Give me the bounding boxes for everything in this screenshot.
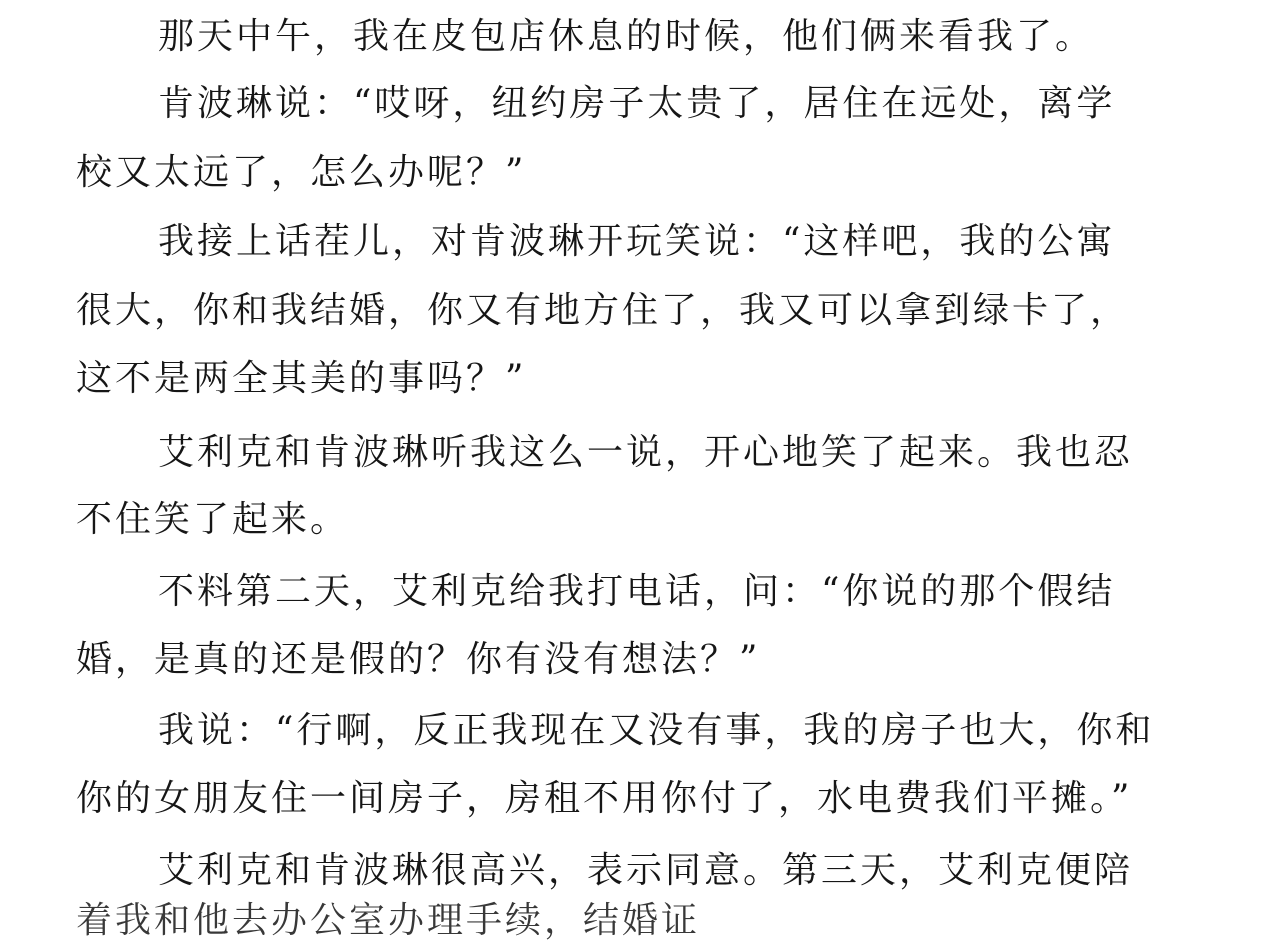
text-line-6: 这不是两全其美的事吗？” — [76, 358, 527, 399]
text-line-12: 你的女朋友住一间房子，房租不用你付了，水电费我们平摊。” — [76, 778, 1133, 819]
text-line-4: 我接上话茬儿，对肯波琳开玩笑说：“这样吧，我的公寓 — [158, 221, 1116, 262]
text-line-1: 那天中午，我在皮包店休息的时候，他们俩来看我了。 — [158, 16, 1095, 57]
text-line-3: 校又太远了，怎么办呢？” — [76, 152, 527, 193]
text-line-10: 婚，是真的还是假的？你有没有想法？” — [76, 639, 761, 680]
text-line-7: 艾利克和肯波琳听我这么一说，开心地笑了起来。我也忍 — [158, 432, 1134, 473]
text-line-2: 肯波琳说：“哎呀，纽约房子太贵了，居住在远处，离学 — [158, 83, 1116, 124]
text-line-13: 艾利克和肯波琳很高兴，表示同意。第三天，艾利克便陪 — [158, 850, 1134, 891]
text-line-9: 不料第二天，艾利克给我打电话，问：“你说的那个假结 — [158, 571, 1116, 612]
text-line-8: 不住笑了起来。 — [76, 499, 350, 540]
text-line-14-partial: 着我和他去办公室办理手续，结婚证 — [76, 900, 701, 941]
text-line-5: 很大，你和我结婚，你又有地方住了，我又可以拿到绿卡了， — [76, 290, 1130, 331]
text-line-11: 我说：“行啊，反正我现在又没有事，我的房子也大，你和 — [158, 710, 1155, 751]
